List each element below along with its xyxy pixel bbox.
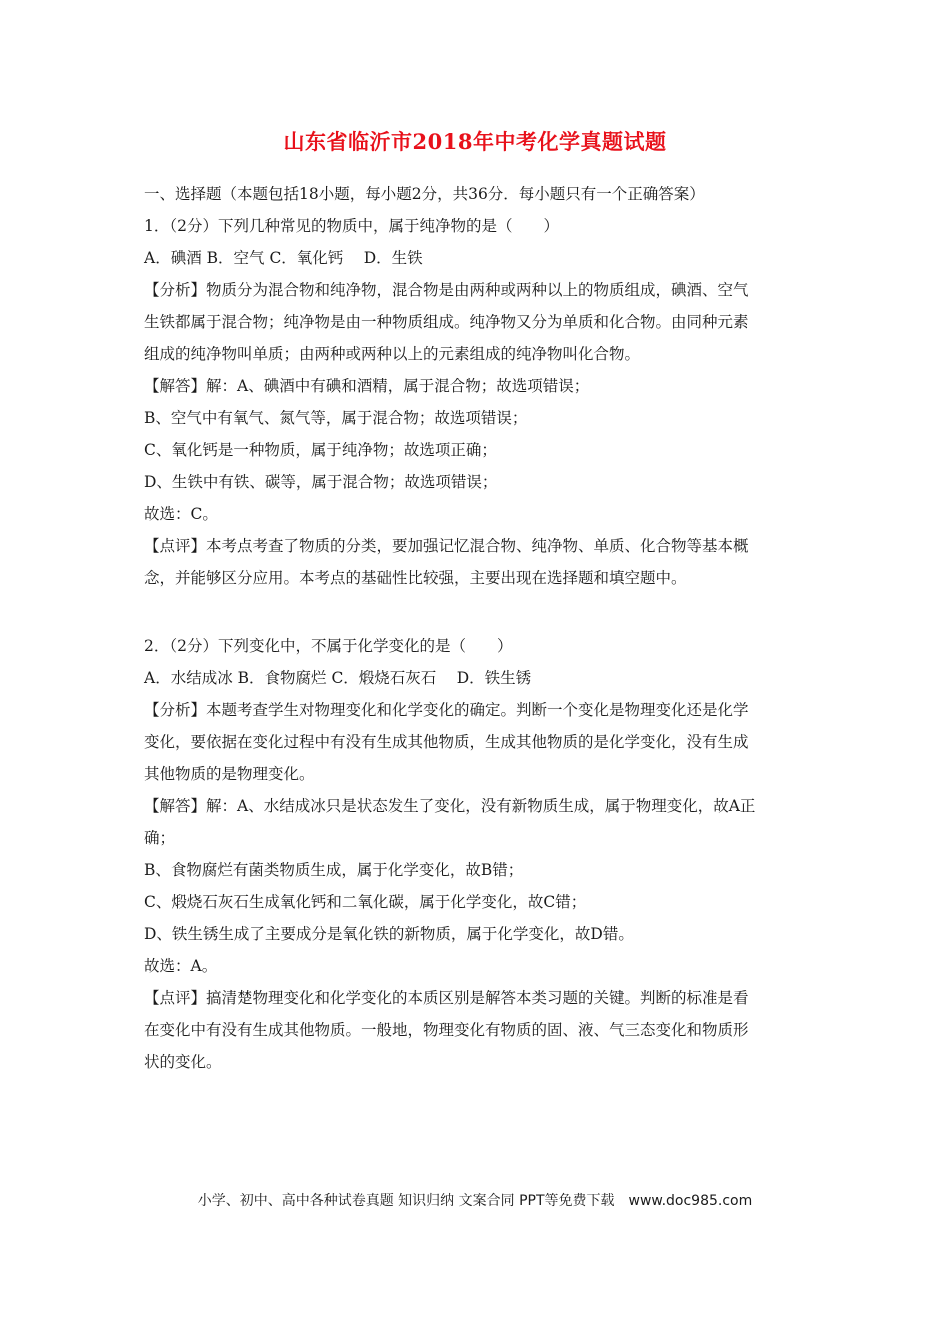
question-stem: 2．（2分）下列变化中，不属于化学变化的是（ ） [144, 637, 513, 655]
answer-line: C、煅烧石灰石生成氧化钙和二氧化碳，属于化学变化，故C错； [144, 893, 587, 911]
answer-line: B、空气中有氧气、氮气等，属于混合物；故选项错误； [144, 409, 528, 427]
answer-line: 【解答】解：A、水结成冰只是状态发生了变化，没有新物质生成，属于物理变化，故A正 [144, 797, 756, 815]
comment-line: 【点评】本考点考查了物质的分类，要加强记忆混合物、纯净物、单质、化合物等基本概 [144, 537, 749, 555]
page-footer: 小学、初中、高中各种试卷真题 知识归纳 文案合同 PPT等免费下载 www.doc985.com [197, 1193, 753, 1209]
answer-line: 故选：C。 [144, 505, 218, 523]
comment-line: 【点评】搞清楚物理变化和化学变化的本质区别是解答本类习题的关键。判断的标准是看 [144, 989, 749, 1007]
document-title: 山东省临沂市2018年中考化学真题试题 [283, 129, 667, 154]
question-stem: 1．（2分）下列几种常见的物质中，属于纯净物的是（ ） [144, 217, 559, 235]
analysis-line: 组成的纯净物叫单质；由两种或两种以上的元素组成的纯净物叫化合物。 [144, 345, 641, 363]
answer-line: D、铁生锈生成了主要成分是氧化铁的新物质，属于化学变化，故D错。 [144, 925, 634, 943]
question-1 [144, 210, 814, 594]
analysis-line: 【分析】物质分为混合物和纯净物，混合物是由两种或两种以上的物质组成，碘酒、空气 [144, 281, 749, 299]
answer-line: 故选：A。 [144, 957, 218, 975]
answer-line: D、生铁中有铁、碳等，属于混合物；故选项错误； [144, 473, 498, 491]
section-header: 一、选择题（本题包括18小题，每小题2分，共36分．每小题只有一个正确答案） [144, 185, 705, 203]
comment-line: 状的变化。 [144, 1053, 222, 1071]
comment-line: 在变化中有没有生成其他物质。一般地，物理变化有物质的固、液、气三态变化和物质形 [144, 1021, 749, 1039]
analysis-line: 【分析】本题考查学生对物理变化和化学变化的确定。判断一个变化是物理变化还是化学 [144, 701, 749, 719]
analysis-line: 生铁都属于混合物；纯净物是由一种物质组成。纯净物又分为单质和化合物。由同种元素 [144, 313, 749, 331]
answer-line: C、氧化钙是一种物质，属于纯净物；故选项正确； [144, 441, 497, 459]
answer-line: 【解答】解：A、碘酒中有碘和酒精，属于混合物；故选项错误； [144, 377, 590, 395]
question-options: A．碘酒 B．空气 C．氧化钙 D．生铁 [144, 249, 423, 267]
question-options: A．水结成冰 B．食物腐烂 C．煅烧石灰石 D．铁生锈 [144, 669, 532, 687]
comment-line: 念，并能够区分应用。本考点的基础性比较强，主要出现在选择题和填空题中。 [144, 569, 687, 587]
analysis-line: 其他物质的是物理变化。 [144, 765, 315, 783]
answer-line: 确； [144, 829, 176, 847]
analysis-line: 变化，要依据在变化过程中有没有生成其他物质，生成其他物质的是化学变化，没有生成 [144, 733, 749, 751]
question-2 [144, 630, 814, 1078]
answer-line: B、食物腐烂有菌类物质生成，属于化学变化，故B错； [144, 861, 524, 879]
document-body [144, 178, 814, 1078]
